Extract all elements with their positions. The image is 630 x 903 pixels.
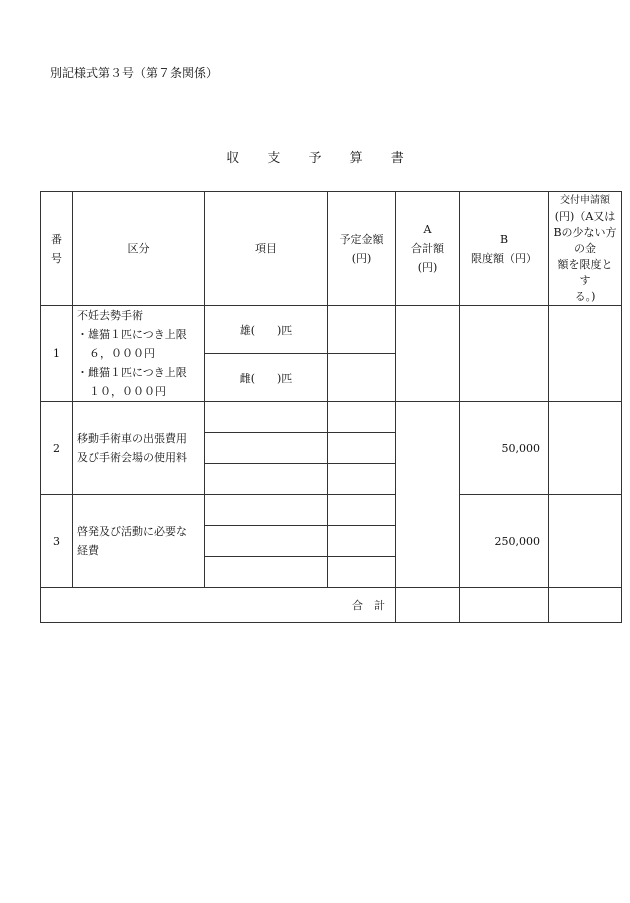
row-number: 1 [41, 306, 73, 402]
row-category: 移動手術車の出張費用 及び手術会場の使用料 [73, 402, 205, 495]
total-a-cell[interactable] [396, 306, 460, 402]
table-row [41, 306, 622, 354]
item-cell[interactable] [205, 464, 328, 495]
header-number: 番 号 [41, 192, 73, 306]
header-row [41, 192, 622, 306]
row-number: 2 [41, 402, 73, 495]
item-cell[interactable] [205, 402, 328, 433]
header-category: 区分 [73, 192, 205, 306]
limit-b-cell: 50,000 [460, 402, 549, 495]
item-cell[interactable]: 雄( )匹 [205, 306, 328, 354]
header-item: 項目 [205, 192, 328, 306]
form-label: 別記様式第３号（第７条関係） [50, 66, 219, 80]
item-cell[interactable] [205, 495, 328, 526]
planned-amount-cell[interactable] [328, 402, 396, 433]
planned-amount-cell[interactable] [328, 557, 396, 588]
planned-amount-cell[interactable] [328, 354, 396, 402]
row-number: 3 [41, 495, 73, 588]
budget-table [40, 191, 622, 623]
limit-b-cell [460, 306, 549, 402]
total-limit-sum-cell[interactable] [460, 588, 549, 623]
total-a-cell[interactable] [396, 402, 460, 588]
grant-request-cell[interactable] [549, 306, 622, 402]
total-label: 合 計 [41, 588, 396, 623]
item-cell[interactable] [205, 526, 328, 557]
header-total-a: A 合計額 (円) [396, 192, 460, 306]
planned-amount-cell[interactable] [328, 306, 396, 354]
planned-amount-cell[interactable] [328, 495, 396, 526]
table-row [41, 402, 622, 433]
document-title: 収 支 予 算 書 [226, 151, 416, 166]
item-cell[interactable]: 雌( )匹 [205, 354, 328, 402]
planned-amount-cell[interactable] [328, 464, 396, 495]
table-row [41, 495, 622, 526]
header-planned-amount: 予定金額 (円) [328, 192, 396, 306]
grant-request-cell[interactable] [549, 495, 622, 588]
header-grant-request: 交付申請額 (円)（A又は Bの少ない方の金 額を限度とす る。) [549, 192, 622, 306]
row-category: 不妊去勢手術 ・雄猫１匹につき上限 ６，０００円 ・雌猫１匹につき上限 １０，０００円 [73, 306, 205, 402]
item-cell[interactable] [205, 557, 328, 588]
item-cell[interactable] [205, 433, 328, 464]
limit-b-cell: 250,000 [460, 495, 549, 588]
header-limit-b: B 限度額（円） [460, 192, 549, 306]
planned-amount-cell[interactable] [328, 526, 396, 557]
total-grant-sum-cell[interactable] [549, 588, 622, 623]
row-category: 啓発及び活動に必要な 経費 [73, 495, 205, 588]
total-row [41, 588, 622, 623]
total-a-sum-cell[interactable] [396, 588, 460, 623]
grant-request-cell[interactable] [549, 402, 622, 495]
planned-amount-cell[interactable] [328, 433, 396, 464]
